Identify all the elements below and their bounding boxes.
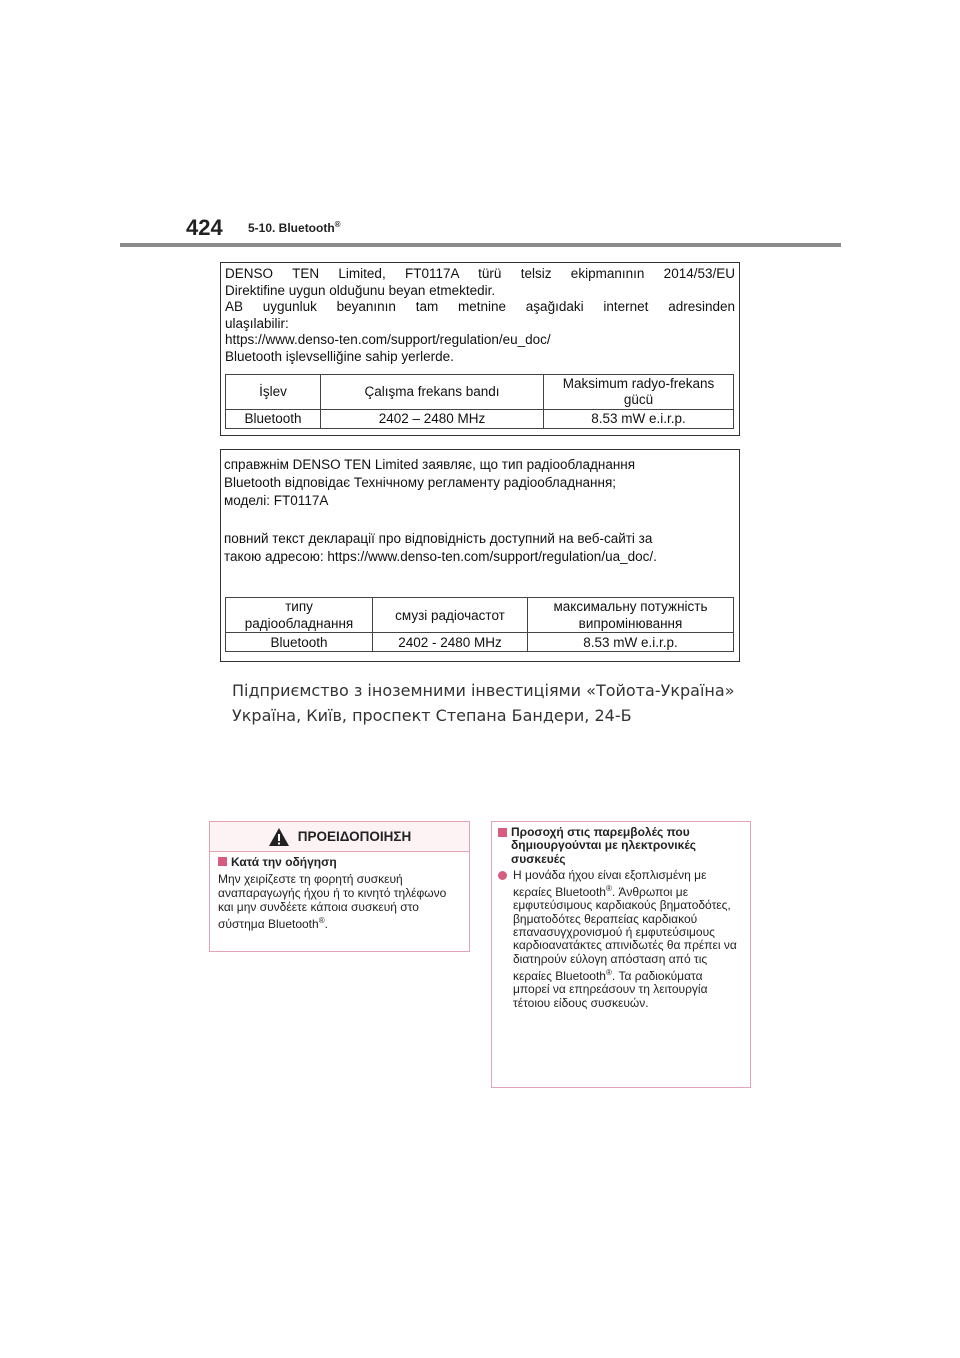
header-rule bbox=[120, 243, 841, 247]
text-line: Direktifine uygun olduğunu beyan etmektedir. bbox=[225, 282, 496, 298]
address-line: Підприємство з іноземними інвестиціями «Тойота-Україна» bbox=[232, 681, 735, 700]
ukrainian-declaration-p1 bbox=[224, 456, 736, 510]
warning-title: ΠΡΟΕΙΔΟΠΟΙΗΣΗ bbox=[297, 829, 412, 844]
table-cell: Bluetooth bbox=[226, 633, 373, 652]
warning-subtitle-text: Κατά την οδήγηση bbox=[231, 855, 337, 869]
table-header-cell: Çalışma frekans bandı bbox=[321, 375, 544, 410]
ukrainian-importer-address bbox=[232, 678, 734, 728]
table-cell: 8.53 mW e.i.r.p. bbox=[544, 410, 734, 429]
registered-mark: ® bbox=[605, 884, 612, 894]
text-line: повний текст декларації про відповідність доступний на веб-сайті за bbox=[224, 531, 653, 546]
turkish-spec-table bbox=[225, 374, 734, 429]
warning-text-main: Μην χειρίζεστε τη φορητή συσκευή αναπαραγωγής ήχου ή το κινητό τηλέφωνο και μην συνδέετε κάποια συσκευή στο σύστημα Bluetooth bbox=[218, 872, 447, 931]
table-row bbox=[226, 410, 734, 429]
notice-body bbox=[492, 822, 750, 1010]
text-line: Bluetooth işlevselliğine sahip yerlerde. bbox=[225, 348, 454, 364]
table-header-cell: типу радіообладнання bbox=[226, 598, 373, 633]
registered-mark: ® bbox=[334, 220, 341, 229]
table-row bbox=[226, 633, 734, 652]
ukrainian-spec-table bbox=[225, 597, 734, 652]
turkish-declaration-text bbox=[225, 266, 735, 365]
table-header-cell: İşlev bbox=[226, 375, 321, 410]
notice-text-part: . Άνθρωποι με εμφυτεύσιμους καρδιακούς βηματοδότες, βηματοδότες θεραπείας καρδιακού επανασυγχρονισμού ή εμφυτεύσιμους καρδιοανατάκτες απινιδωτές θα πρέπει να διατηρούν εύλογη απόσταση από τις κεραίες Bluetooth bbox=[513, 885, 737, 983]
table-cell: 2402 - 2480 MHz bbox=[373, 633, 528, 652]
notice-text bbox=[513, 869, 742, 1010]
table-header-cell: максимальну потужність випромінювання bbox=[528, 598, 734, 633]
warning-text bbox=[218, 872, 461, 931]
table-cell: 8.53 mW e.i.r.p. bbox=[528, 633, 734, 652]
section-title bbox=[248, 220, 341, 235]
text-line: AB uygunluk beyanının tam metnine aşağıdaki internet adresinden bbox=[225, 299, 735, 314]
registered-mark: ® bbox=[605, 967, 612, 977]
period: . bbox=[653, 549, 657, 564]
round-bullet-icon bbox=[498, 871, 507, 880]
notice-text-part: . Τα ραδιοκύματα μπορεί να επηρεάσουν τη λειτουργία τέτοιου είδους συσκευών. bbox=[513, 968, 708, 1010]
warning-subtitle bbox=[218, 855, 461, 869]
warning-box bbox=[209, 821, 470, 952]
table-cell: 2402 – 2480 MHz bbox=[321, 410, 544, 429]
ukrainian-declaration-box bbox=[220, 449, 740, 662]
table-header-row bbox=[226, 375, 734, 410]
address-prefix: такою адресою: bbox=[224, 549, 328, 564]
turkish-declaration-box bbox=[220, 262, 740, 436]
warning-body bbox=[210, 852, 469, 931]
warning-triangle-icon bbox=[268, 827, 290, 847]
section-title-text: 5-10. Bluetooth bbox=[248, 221, 335, 235]
text-line: ulaşılabilir: bbox=[225, 315, 289, 331]
declaration-url: https://www.denso-ten.com/support/regulation/ua_doc/ bbox=[327, 549, 654, 564]
text-line: моделі: FT0117A bbox=[224, 493, 329, 508]
notice-text-part: Η μονάδα ήχου είναι εξοπλισμένη με κεραίες Bluetooth bbox=[513, 867, 707, 900]
text-line: справжнім DENSO TEN Limited заявляє, що тип радіообладнання bbox=[224, 457, 636, 472]
table-header-row bbox=[226, 598, 734, 633]
notice-box bbox=[491, 821, 751, 1088]
notice-bullet bbox=[498, 869, 742, 1010]
page-number: 424 bbox=[186, 215, 223, 240]
address-line: Україна, Київ, проспект Степана Бандери, 24-Б bbox=[232, 706, 632, 725]
square-bullet-icon bbox=[218, 857, 227, 866]
notice-title bbox=[498, 826, 742, 866]
url-line: https://www.denso-ten.com/support/regulation/eu_doc/ bbox=[225, 332, 551, 347]
ukrainian-declaration-p2 bbox=[224, 530, 736, 566]
text-line: Bluetooth відповідає Технічному регламенту радіообладнання; bbox=[224, 475, 617, 490]
table-cell: Bluetooth bbox=[226, 410, 321, 429]
table-header-cell: Maksimum radyo-frekans gücü bbox=[544, 375, 734, 410]
period: . bbox=[324, 917, 328, 931]
square-bullet-icon bbox=[498, 828, 507, 837]
text-line bbox=[224, 548, 736, 566]
text-line: DENSO TEN Limited, FT0117A türü telsiz ekipmanının 2014/53/EU bbox=[225, 266, 735, 281]
notice-title-text: Προσοχή στις παρεμβολές που δημιουργούνται με ηλεκτρονικές συσκευές bbox=[511, 825, 696, 866]
warning-header bbox=[210, 822, 469, 852]
table-header-cell: смузі радіочастот bbox=[373, 598, 528, 633]
registered-mark: ® bbox=[318, 916, 325, 925]
